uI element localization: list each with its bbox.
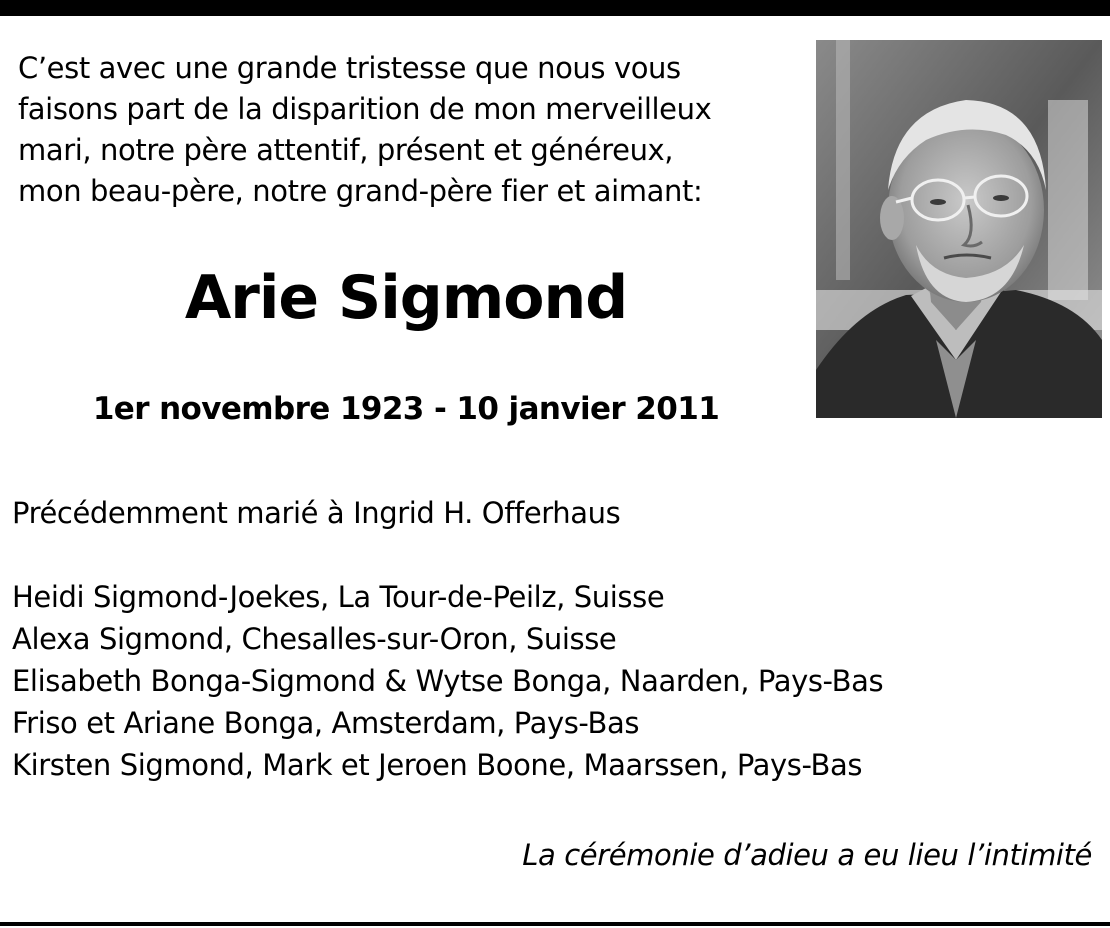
- family-list: [12, 576, 883, 786]
- family-member-line: Friso et Ariane Bonga, Amsterdam, Pays-Bas: [12, 706, 640, 740]
- intro-line: mon beau-père, notre grand-père fier et aimant:: [18, 174, 703, 208]
- bottom-rule: [0, 922, 1110, 926]
- previous-marriage: Précédemment marié à Ingrid H. Offerhaus: [12, 496, 621, 530]
- family-member-line: Alexa Sigmond, Chesalles-sur-Oron, Suisse: [12, 622, 617, 656]
- intro-line: mari, notre père attentif, présent et généreux,: [18, 133, 674, 167]
- ceremony-note: La cérémonie d’adieu a eu lieu l’intimité: [522, 838, 1092, 872]
- intro-text: [18, 48, 798, 212]
- intro-line: faisons part de la disparition de mon merveilleux: [18, 92, 712, 126]
- intro-line: C’est avec une grande tristesse que nous vous: [18, 51, 681, 85]
- family-member-line: Heidi Sigmond-Joekes, La Tour-de-Peilz, Suisse: [12, 580, 665, 614]
- life-dates: 1er novembre 1923 - 10 janvier 2011: [92, 391, 720, 427]
- family-member-line: Kirsten Sigmond, Mark et Jeroen Boone, Maarssen, Pays-Bas: [12, 748, 863, 782]
- portrait-photo: [816, 40, 1102, 418]
- top-rule: [0, 0, 1110, 16]
- family-member-line: Elisabeth Bonga-Sigmond & Wytse Bonga, Naarden, Pays-Bas: [12, 664, 884, 698]
- deceased-name: Arie Sigmond: [184, 263, 628, 333]
